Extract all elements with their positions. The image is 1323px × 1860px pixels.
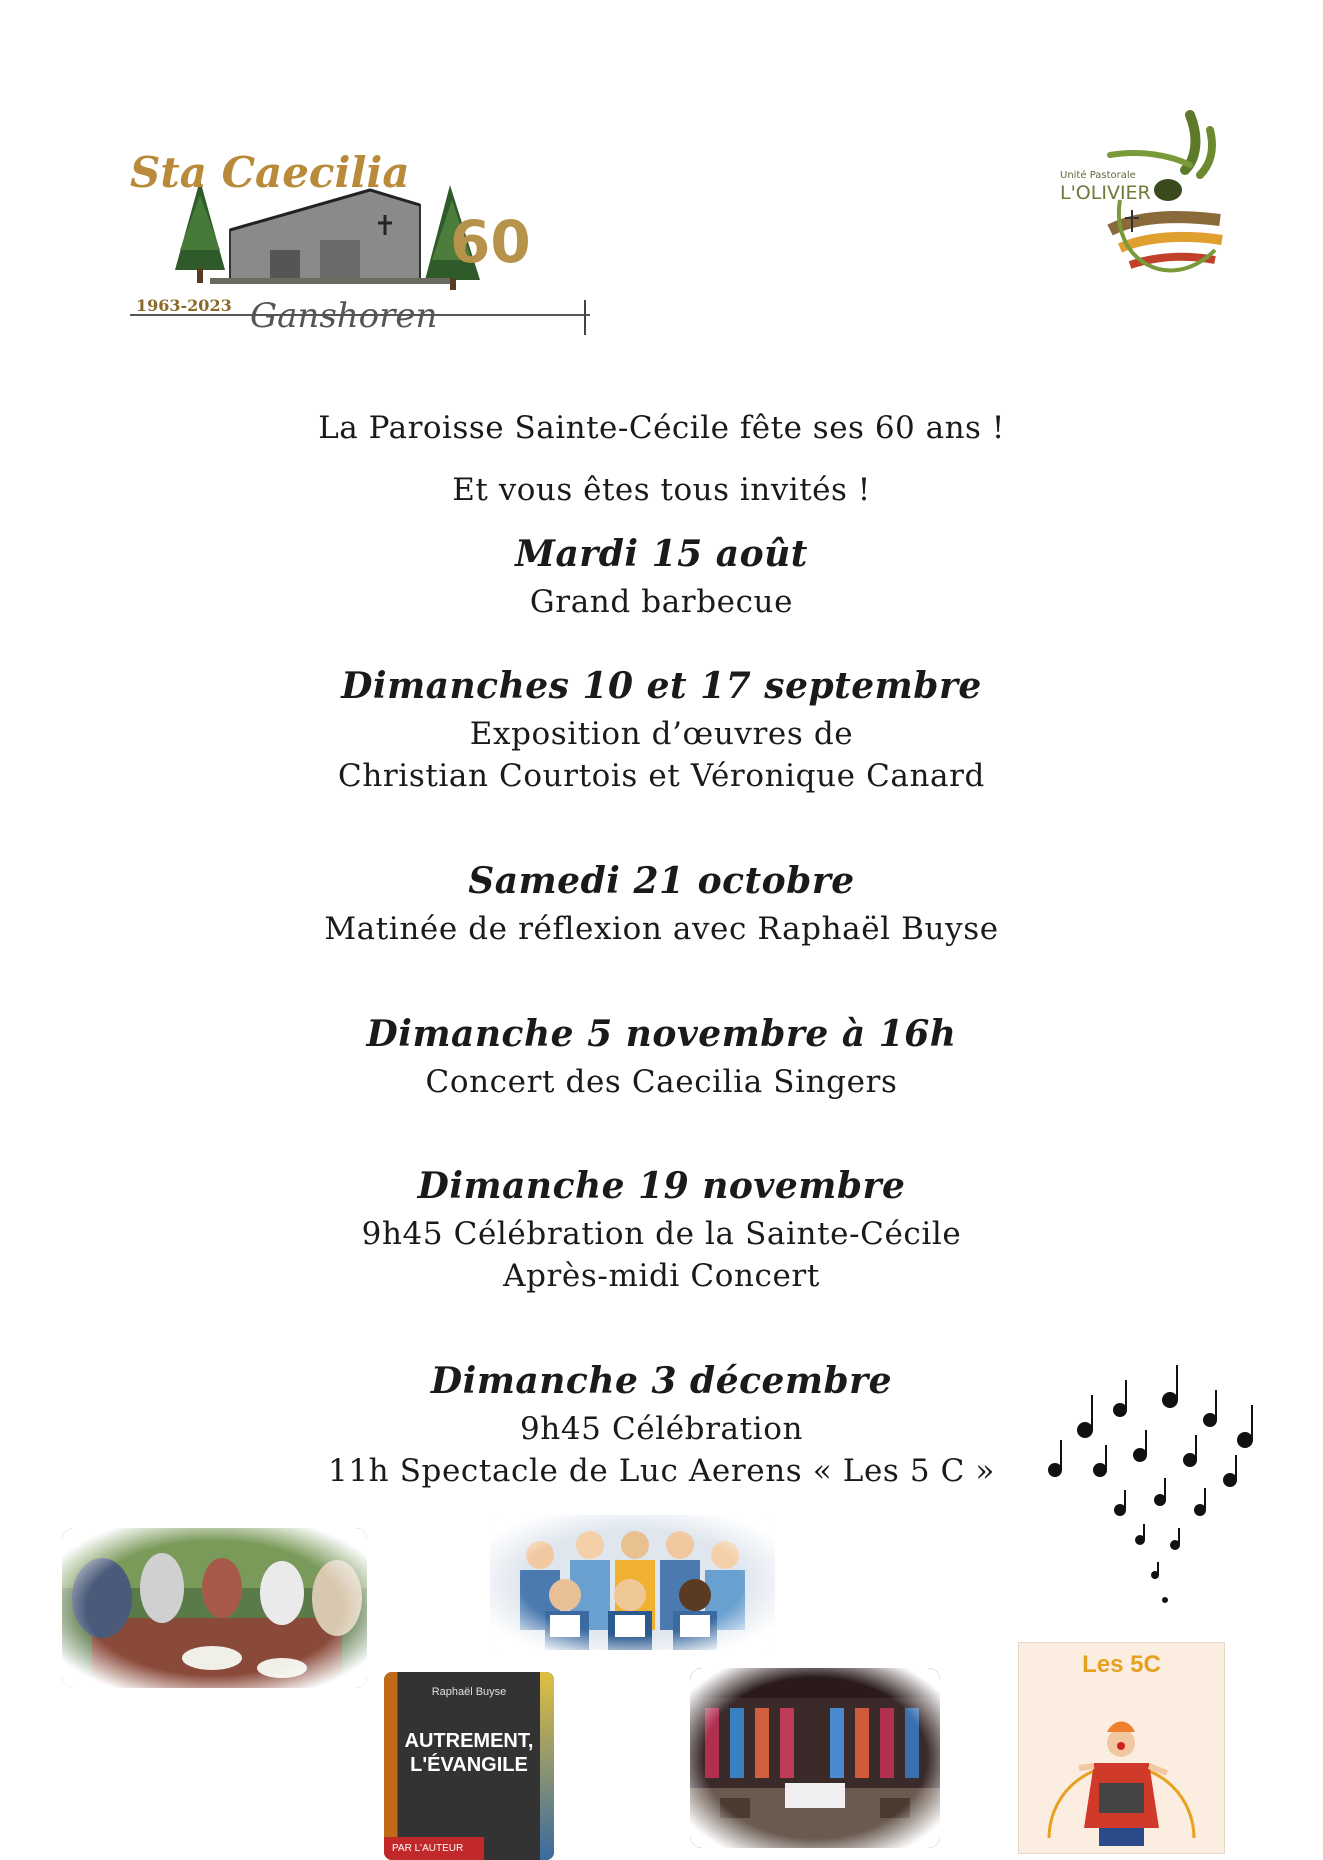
intro-line-1: La Paroisse Sainte-Cécile fête ses 60 ans ! [318,410,1005,446]
music-notes-illustration [1040,1360,1270,1610]
event-desc-2b: Christian Courtois et Véronique Canard [338,758,985,794]
choir-illustration [490,1515,775,1650]
logo-right-subtitle: Unité Pastorale [1060,170,1136,181]
event-desc-5b: Après-midi Concert [503,1258,820,1294]
event-desc-1: Grand barbecue [529,584,794,620]
event-date-3: Samedi 21 octobre [468,860,855,902]
book-cover [384,1672,554,1860]
event-desc-2a: Exposition d’œuvres de [469,716,854,752]
event-date-1: Mardi 15 août [515,533,808,575]
book-footer: PAR L'AUTEUR [384,1837,484,1860]
event-date-4: Dimanche 5 novembre à 16h [366,1013,957,1055]
poster-title: Les 5C [1082,1651,1161,1678]
event-desc-6b: 11h Spectacle de Luc Aerens « Les 5 C » [328,1453,995,1489]
event-date-2: Dimanches 10 et 17 septembre [341,665,982,707]
intro-line-2: Et vous êtes tous invités ! [452,472,871,508]
barbecue-photo [62,1528,367,1688]
book-author: Raphaël Buyse [431,1686,507,1698]
event-date-6: Dimanche 3 décembre [430,1360,893,1402]
event-desc-5a: 9h45 Célébration de la Sainte-Cécile [361,1216,962,1252]
logo-right-name: L'OLIVIER [1060,182,1151,204]
logo-anniversary-number: 60 [450,208,531,276]
event-desc-3: Matinée de réflexion avec Raphaël Buyse [324,911,999,947]
logo-title: Sta Caecilia [130,148,410,197]
logo-place: Ganshoren [250,296,438,336]
clown-performer-illustration [1039,1688,1204,1848]
book-title-line-1: AUTREMENT, [404,1730,534,1752]
event-desc-4: Concert des Caecilia Singers [425,1064,898,1100]
les-5c-poster [1018,1642,1225,1854]
logo-years: 1963-2023 [136,296,232,315]
event-date-5: Dimanche 19 novembre [417,1165,906,1207]
event-desc-6a: 9h45 Célébration [519,1411,804,1447]
book-title-line-2: L'ÉVANGILE [410,1754,528,1776]
church-interior-photo [690,1668,940,1848]
